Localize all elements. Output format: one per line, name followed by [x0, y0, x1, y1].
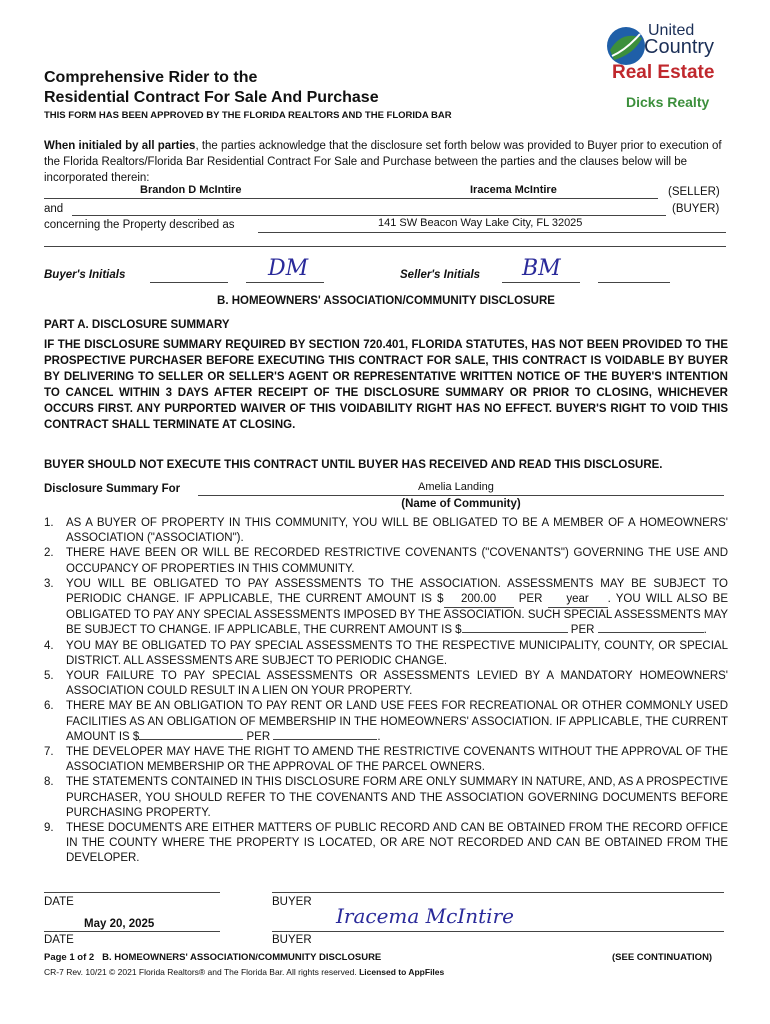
- list-item-text: THESE DOCUMENTS ARE EITHER MATTERS OF PUBLIC RECORD AND CAN BE OBTAINED FROM THE RECORD OFFICE IN THE COUNTY WHERE THE PROPERTY IS LOCATED, OR ARE NOT RECORDED AND CAN BE OBTAINED FROM THE DEVELOPER.: [66, 822, 728, 865]
- facility-fee-period[interactable]: [273, 739, 377, 740]
- footer-page-info: [44, 952, 381, 963]
- assessment-amount[interactable]: 200.00: [444, 592, 514, 608]
- list-item-text: THE DEVELOPER MAY HAVE THE RIGHT TO AMEND THE RESTRICTIVE COVENANTS WITHOUT THE APPROVAL OF THE ASSOCIATION MEMBERSHIP OR THE APPROVAL OF THE PARCEL OWNERS.: [66, 746, 728, 774]
- list-item-text: THE STATEMENTS CONTAINED IN THIS DISCLOSURE FORM ARE ONLY SUMMARY IN NATURE, AND, AS A PROSPECTIVE PURCHASER, YOU SHOULD REFER TO THE COVENANTS AND THE ASSOCIATION GOVERNING DOCUMENTS BEFORE PURCHASING PROPERTY.: [66, 776, 729, 819]
- footer-revision: [44, 967, 444, 977]
- date-line-1[interactable]: [44, 880, 220, 893]
- disclosure-list: [44, 516, 728, 867]
- buyer-initials-label: Buyer's Initials: [44, 269, 126, 281]
- per-label: PER: [570, 624, 595, 637]
- logo-text-country: Country: [644, 36, 715, 58]
- list-item-text: YOU WILL BE OBLIGATED TO PAY ASSESSMENTS TO THE ASSOCIATION. ASSESSMENTS MAY BE SUBJECT TO PERIODIC CHANGE. IF APPLICABLE, THE CURRENT AMOUNT IS $: [66, 577, 728, 606]
- property-label: concerning the Property described as: [44, 219, 235, 231]
- community-name[interactable]: Amelia Landing: [418, 481, 494, 493]
- buyer-signature-2: Iracema McIntire: [336, 904, 514, 928]
- list-item: 3. YOU WILL BE OBLIGATED TO PAY ASSESSMENTS TO THE ASSOCIATION. ASSESSMENTS MAY BE SUBJECT TO PERIODIC CHANGE. IF APPLICABLE, THE CURRENT AMOUNT IS $ 200.00 PER year . YOU WILL ALSO BE OBLIGATED TO PAY ANY SPECIAL ASSESSMENTS IMPOSED BY THE ASSOCIATION. SUCH SPECIAL ASSESSMENTS MAY BE SUBJECT TO CHANGE. IF APPLICABLE, THE CURRENT AMOUNT IS $ PER .: [44, 577, 729, 637]
- date-value-2[interactable]: May 20, 2025: [84, 918, 155, 930]
- list-item-text: YOU WILL ALSO BE OBLIGATED TO PAY ANY SPECIAL ASSESSMENTS IMPOSED BY THE ASSOCIATION. SUCH SPECIAL ASSESSMENTS MAY BE SUBJECT TO CHANGE. IF APPLICABLE, THE CURRENT AMOUNT IS $: [66, 593, 729, 637]
- list-item: 7. THE DEVELOPER MAY HAVE THE RIGHT TO AMEND THE RESTRICTIVE COVENANTS WITHOUT THE APPROVAL OF THE ASSOCIATION MEMBERSHIP OR THE APPROVAL OF THE PARCEL OWNERS.: [44, 745, 728, 775]
- list-item-text: AS A BUYER OF PROPERTY IN THIS COMMUNITY, YOU WILL BE OBLIGATED TO BE A MEMBER OF A HOMEOWNERS' ASSOCIATION ("ASSOCIATION").: [66, 517, 728, 545]
- approval-note: THIS FORM HAS BEEN APPROVED BY THE FLORIDA REALTORS AND THE FLORIDA BAR: [44, 110, 452, 121]
- intro-bold-lead: When initialed by all parties: [44, 140, 196, 152]
- list-item: 2. THERE HAVE BEEN OR WILL BE RECORDED RESTRICTIVE COVENANTS ("COVENANTS") GOVERNING THE USE AND OCCUPANCY OF PROPERTIES IN THIS COMMUNITY.: [44, 546, 728, 576]
- community-caption: (Name of Community): [401, 498, 521, 510]
- voidability-warning: IF THE DISCLOSURE SUMMARY REQUIRED BY SECTION 720.401, FLORIDA STATUTES, HAS NOT BEEN PROVIDED TO THE PROSPECTIVE PURCHASER BEFORE EXECUTING THIS CONTRACT FOR SALE, THIS CONTRACT IS VOIDABLE BY BUYER BY DELIVERING TO SELLER OR SELLER'S AGENT OR REPRESENTATIVE WRITTEN NOTICE OF THE BUYER'S INTENTION TO CANCEL WITHIN 3 DAYS AFTER RECEIPT OF THE DISCLOSURE SUMMARY OR PRIOR TO CLOSING, WHICHEVER OCCURS FIRST. ANY PURPORTED WAIVER OF THIS VOIDABILITY RIGHT HAS NO EFFECT. BUYER'S RIGHT TO VOID THIS CONTRACT SHALL TERMINATE AT CLOSING.: [44, 339, 728, 431]
- logo-text-united: United: [648, 22, 695, 39]
- footer-licensed: Licensed to AppFiles: [359, 967, 445, 977]
- seller-initials-label: Seller's Initials: [400, 269, 481, 281]
- buyer-label: (BUYER): [672, 203, 720, 215]
- buyer-line[interactable]: [72, 202, 666, 216]
- list-item-text: YOU MAY BE OBLIGATED TO PAY SPECIAL ASSESSMENTS TO THE RESPECTIVE MUNICIPALITY, COUNTY, OR SPECIAL DISTRICT. ALL ASSESSMENTS ARE SUBJECT TO PERIODIC CHANGE.: [66, 639, 728, 667]
- per-label: PER: [246, 730, 271, 743]
- footer-page-number: Page 1 of 2: [44, 952, 95, 963]
- list-item: 9. THESE DOCUMENTS ARE EITHER MATTERS OF PUBLIC RECORD AND CAN BE OBTAINED FROM THE RECORD OFFICE IN THE COUNTY WHERE THE PROPERTY IS LOCATED, OR ARE NOT RECORDED AND CAN BE OBTAINED FROM THE DEVELOPER.: [44, 821, 728, 867]
- property-address[interactable]: 141 SW Beacon Way Lake City, FL 32025: [378, 217, 583, 229]
- seller-initials-signature: BM: [522, 256, 561, 281]
- date-label-1: DATE: [44, 896, 74, 908]
- property-line-2: [44, 236, 726, 247]
- special-assessment-period[interactable]: [598, 632, 704, 633]
- title-line-1: Comprehensive Rider to the: [44, 69, 258, 86]
- list-item-text: YOUR FAILURE TO PAY SPECIAL ASSESSMENTS OR ASSESSMENTS LEVIED BY A MANDATORY HOMEOWNERS' ASSOCIATION COULD RESULT IN A LIEN ON YOUR PROPERTY.: [66, 670, 728, 698]
- logo-text-dicks-realty: Dicks Realty: [626, 94, 710, 110]
- seller-name-2[interactable]: Iracema McIntire: [470, 184, 557, 196]
- company-logo: [600, 20, 740, 116]
- assessment-period[interactable]: year: [548, 592, 608, 608]
- footer-section: B. HOMEOWNERS' ASSOCIATION/COMMUNITY DISCLOSURE: [102, 952, 382, 963]
- list-item-text: THERE MAY BE AN OBLIGATION TO PAY RENT OR LAND USE FEES FOR RECREATIONAL OR OTHER COMMONLY USED FACILITIES AS AN OBLIGATION OF MEMBERSHIP IN THE HOMEOWNERS' ASSOCIATION. IF APPLICABLE, THE CURRENT AMOUNT IS $: [66, 700, 728, 743]
- section-title: B. HOMEOWNERS' ASSOCIATION/COMMUNITY DISCLOSURE: [217, 295, 555, 307]
- footer-copyright: CR-7 Rev. 10/21 © 2021 Florida Realtors® and The Florida Bar. All rights reserved.: [44, 967, 357, 977]
- facility-fee-amount[interactable]: [139, 739, 243, 740]
- seller-label: (SELLER): [668, 186, 720, 198]
- title-line-2: Residential Contract For Sale And Purchase: [44, 89, 379, 106]
- intro-text: , the parties acknowledge that the disclosure set forth below was provided to Buyer prior to execution of the Florida Realtors/Florida Bar Residential Contract For Sale and Purchase between the parties and the clauses below will be incorporated therein:: [44, 140, 722, 184]
- logo-text-real-estate: Real Estate: [612, 62, 715, 83]
- list-item: 8. THE STATEMENTS CONTAINED IN THIS DISCLOSURE FORM ARE ONLY SUMMARY IN NATURE, AND, AS A PROSPECTIVE PURCHASER, YOU SHOULD REFER TO THE COVENANTS AND THE ASSOCIATION GOVERNING DOCUMENTS BEFORE PURCHASING PROPERTY.: [44, 775, 728, 821]
- list-item: 4. YOU MAY BE OBLIGATED TO PAY SPECIAL ASSESSMENTS TO THE RESPECTIVE MUNICIPALITY, COUNTY, OR SPECIAL DISTRICT. ALL ASSESSMENTS ARE SUBJECT TO PERIODIC CHANGE.: [44, 639, 728, 669]
- footer-continuation: (SEE CONTINUATION): [612, 952, 713, 963]
- intro-paragraph: [44, 138, 728, 186]
- document-title: [44, 68, 379, 108]
- and-label: and: [44, 203, 64, 215]
- special-assessment-amount[interactable]: [462, 632, 568, 633]
- part-a-heading: PART A. DISCLOSURE SUMMARY: [44, 319, 230, 331]
- seller-name-1[interactable]: Brandon D McIntire: [140, 184, 242, 196]
- list-item-text: THERE HAVE BEEN OR WILL BE RECORDED RESTRICTIVE COVENANTS ("COVENANTS") GOVERNING THE USE AND OCCUPANCY OF PROPERTIES IN THIS COMMUNITY.: [66, 547, 728, 575]
- execution-warning: BUYER SHOULD NOT EXECUTE THIS CONTRACT UNTIL BUYER HAS RECEIVED AND READ THIS DISCLOSURE.: [44, 459, 663, 471]
- list-item: 6. THERE MAY BE AN OBLIGATION TO PAY RENT OR LAND USE FEES FOR RECREATIONAL OR OTHER COMMONLY USED FACILITIES AS AN OBLIGATION OF MEMBERSHIP IN THE HOMEOWNERS' ASSOCIATION. IF APPLICABLE, THE CURRENT AMOUNT IS $ PER .: [44, 700, 728, 743]
- buyer-initials-field-1[interactable]: [150, 268, 228, 283]
- date-label-2: DATE: [44, 934, 74, 946]
- buyer-initials-signature: DM: [268, 256, 309, 281]
- per-label: PER: [518, 593, 543, 606]
- summary-label: Disclosure Summary For: [44, 483, 181, 495]
- list-item: 5. YOUR FAILURE TO PAY SPECIAL ASSESSMENTS OR ASSESSMENTS LEVIED BY A MANDATORY HOMEOWNERS' ASSOCIATION COULD RESULT IN A LIEN ON YOUR PROPERTY.: [44, 669, 728, 699]
- buyer-label-2: BUYER: [272, 934, 312, 946]
- seller-initials-field-2[interactable]: [598, 268, 670, 283]
- buyer-signature-line-1[interactable]: [272, 880, 724, 893]
- buyer-label-1: BUYER: [272, 896, 312, 908]
- seller-line: [44, 184, 658, 199]
- list-item: 1. AS A BUYER OF PROPERTY IN THIS COMMUNITY, YOU WILL BE OBLIGATED TO BE A MEMBER OF A HOMEOWNERS' ASSOCIATION ("ASSOCIATION").: [44, 516, 728, 546]
